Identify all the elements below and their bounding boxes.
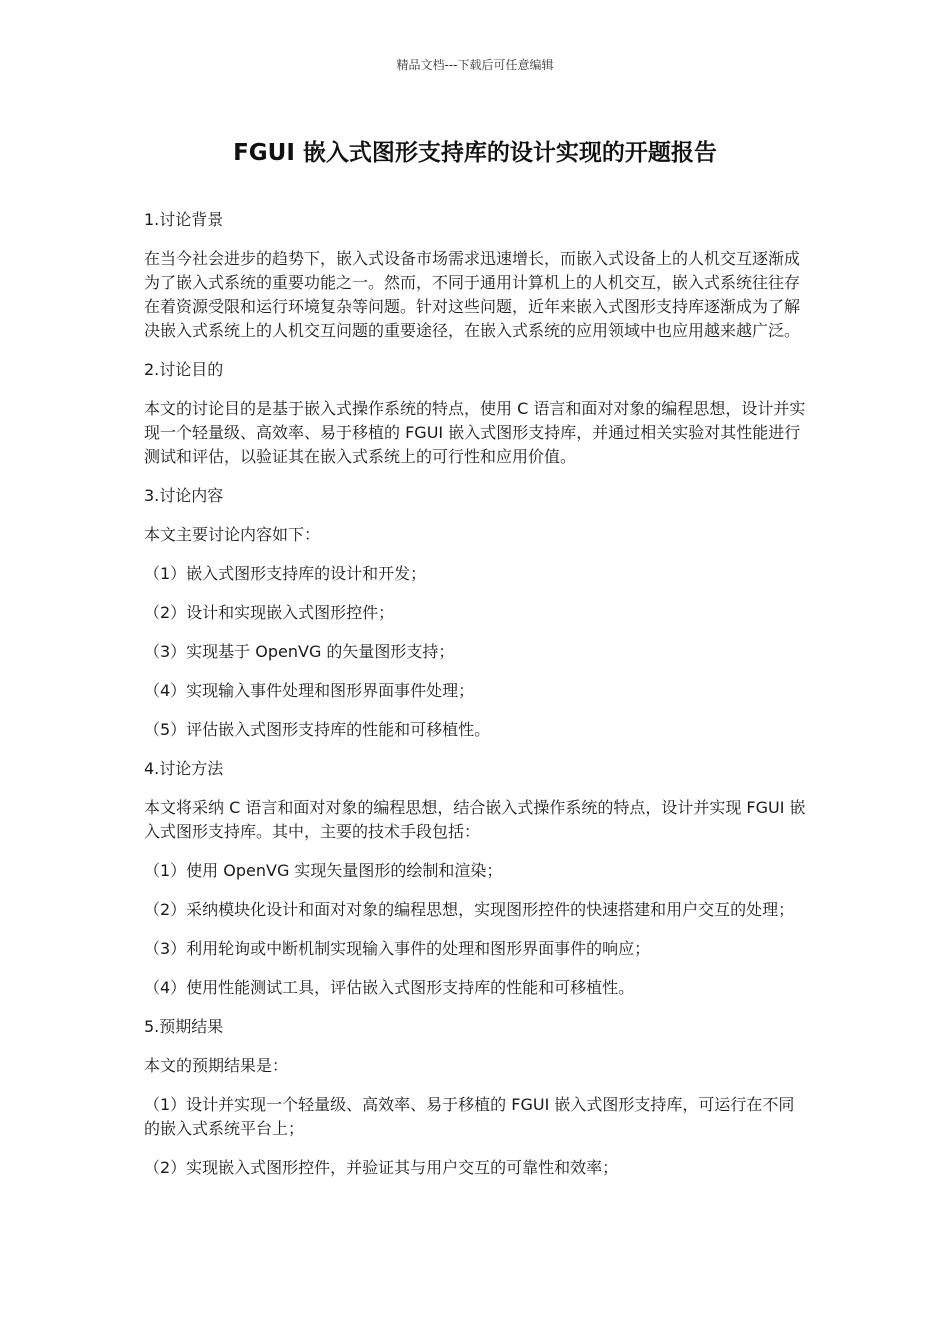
- section-heading: 4.讨论方法: [144, 759, 224, 778]
- paragraph: 本文的预期结果是：: [144, 1056, 289, 1075]
- section-heading: 3.讨论内容: [144, 486, 224, 505]
- list-item: （3）利用轮询或中断机制实现输入事件的处理和图形界面事件的响应；: [144, 939, 651, 958]
- paragraph: 本文的讨论目的是基于嵌入式操作系统的特点，使用 C 语言和面对对象的编程思想，设计并实现一个轻量级、高效率、易于移植的 FGUI 嵌入式图形支持库，并通过相关实验对其性能进行测试和评估，以验证其在嵌入式系统上的可行性和应用价值。: [144, 399, 806, 466]
- paragraph: 本文主要讨论内容如下：: [144, 525, 321, 544]
- section-heading: 1.讨论背景: [144, 210, 224, 229]
- list-item: （1）使用 OpenVG 实现矢量图形的绘制和渲染；: [144, 861, 503, 880]
- list-item: （2）采纳模块化设计和面对对象的编程思想，实现图形控件的快速搭建和用户交互的处理；: [144, 900, 795, 919]
- list-item: （1）设计并实现一个轻量级、高效率、易于移植的 FGUI 嵌入式图形支持库，可运行在不同的嵌入式系统平台上；: [144, 1095, 795, 1138]
- paragraph: 在当今社会进步的趋势下，嵌入式设备市场需求迅速增长，而嵌入式设备上的人机交互逐渐成为了嵌入式系统的重要功能之一。然而，不同于通用计算机上的人机交互，嵌入式系统往往存在着资源受限和运行环境复杂等问题。针对这些问题，近年来嵌入式图形支持库逐渐成为了解决嵌入式系统上的人机交互问题的重要途径，在嵌入式系统的应用领域中也应用越来越广泛。: [144, 249, 801, 340]
- document-title: FGUI 嵌入式图形支持库的设计实现的开题报告: [233, 140, 717, 166]
- page-header: 精品文档---下载后可任意编辑: [396, 58, 554, 72]
- paragraph: 本文将采纳 C 语言和面对对象的编程思想，结合嵌入式操作系统的特点，设计并实现 FGUI 嵌入式图形支持库。其中，主要的技术手段包括：: [144, 798, 806, 841]
- list-item: （5）评估嵌入式图形支持库的性能和可移植性。: [144, 720, 491, 739]
- section-heading: 2.讨论目的: [144, 360, 224, 379]
- list-item: （1）嵌入式图形支持库的设计和开发；: [144, 564, 427, 583]
- section-heading: 5.预期结果: [144, 1017, 224, 1036]
- list-item: （2）设计和实现嵌入式图形控件；: [144, 603, 395, 622]
- list-item: （4）实现输入事件处理和图形界面事件处理；: [144, 681, 475, 700]
- document-body: [144, 208, 808, 1195]
- list-item: （4）使用性能测试工具，评估嵌入式图形支持库的性能和可移植性。: [144, 978, 635, 997]
- list-item: （3）实现基于 OpenVG 的矢量图形支持；: [144, 642, 455, 661]
- list-item: （2）实现嵌入式图形控件，并验证其与用户交互的可靠性和效率；: [144, 1158, 619, 1177]
